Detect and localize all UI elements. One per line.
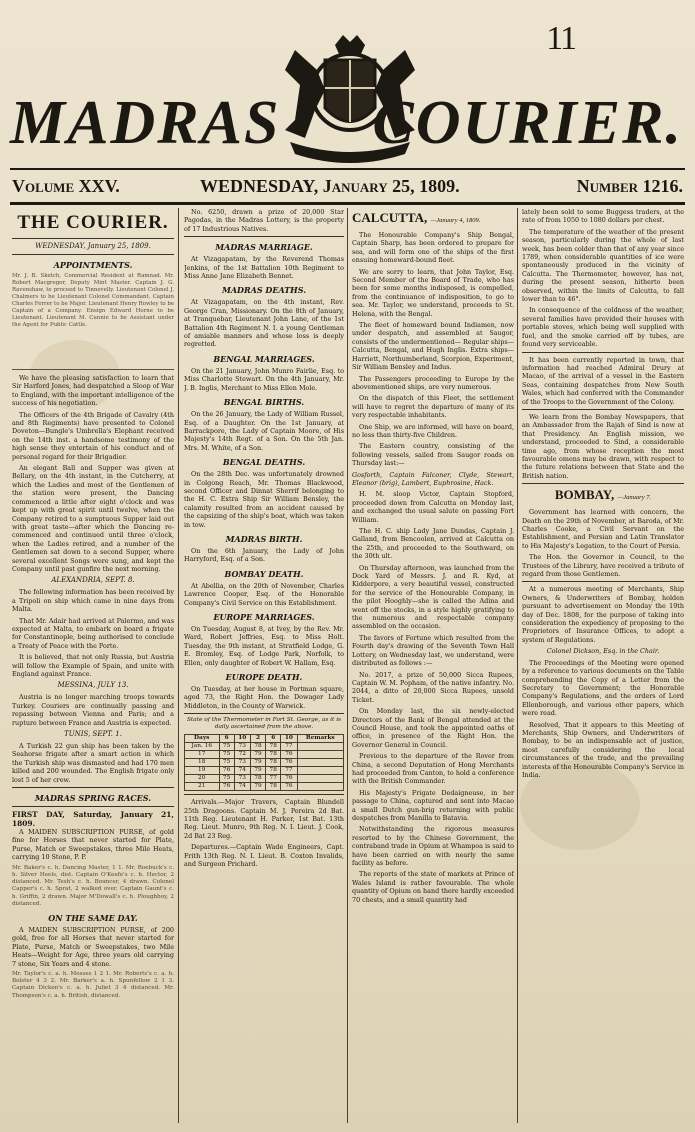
table-cell: 76 xyxy=(281,775,297,783)
table-cell: 74 xyxy=(234,767,250,775)
table-cell xyxy=(297,775,343,783)
table-header-cell: Days xyxy=(185,735,220,743)
marriage-notice: At Vizagapatam, by the Reverend Thomas Jenkins, of the 1st Battalion 10th Regiment to Miss Anne Jane Elizabeth Bennet. xyxy=(184,255,344,281)
bengal-deaths-notice: On the 28th Dec. was unfortunately drowned in Colgong Reach, Mr. Thomas Blackwood, second Officer and Dinnat Sherrif belonging to the H. C. Extra Ship Sir William Bensley, the calamity resulted from an accident caused by the capsizing of the ship's boat, which was taken in tow. xyxy=(184,470,344,529)
table-body xyxy=(185,743,344,791)
article-paragraph: Government has learned with concern, the Death on the 29th of November, at Baroda, of Mr. Charles Cooke, a Civil Servant on the Establishment, and Persian and Latin Translator to His Majesty's Legation, to the Court of Persia. xyxy=(522,508,684,550)
table-cell: 21 xyxy=(185,783,220,791)
calcutta-heading xyxy=(352,210,514,228)
column-rule xyxy=(347,208,348,1123)
column-4 xyxy=(522,208,684,1123)
table-header-cell: 6 xyxy=(219,735,234,743)
masthead-rule xyxy=(10,168,685,170)
europe-death-heading: EUROPE DEATH. xyxy=(225,672,303,683)
column-rule xyxy=(178,208,179,1123)
table-cell: 78 xyxy=(266,767,281,775)
bombay-title: BOMBAY, xyxy=(554,487,615,503)
arrivals-notice: Arrivals.—Major Travers, Captain Blundell 25th Dragoons. Captain M. J. Pereira 2d Bat. 11th Reg. Lieutenant H. Parker, 1st Bat. 13th Reg. Lieut. Munro, 9th Reg. N. I. Lieut. J. Cook, 2d Bat 23 Reg. xyxy=(184,798,344,840)
race-results: Mr. Taylor's c. a. h. Mosses 1 2 1. Mr. Roberts's c. a. h. Bolster 4 3 2. Mr. Barker's a. h. Spunfellow 2 1 3. Captain Dicken's c. a. h. Juliet 3 4 distanced. Mr. Thompson's c. a. h. British, distanced. xyxy=(12,970,174,999)
table-cell: 78 xyxy=(266,783,281,791)
article-paragraph: lately been sold to some Buggess traders, at the rate of from 1050 to 1080 dollars per chest. xyxy=(522,208,684,225)
calcutta-date: —January 4, 1809. xyxy=(430,217,481,224)
article-paragraph: We learn from the Bombay Newspapers, that an Ambassador from the Rajah of Sind is now at that Presidency. An English mission, we understand, proceeded to Sind, a considerable time ago, from whose reception the most favourable omens may be drawn, with respect to the future relations between that State and the British nation. xyxy=(522,412,684,480)
table-cell xyxy=(297,743,343,751)
appointments-list: Mr. J. B. Sketch, Commercial Resident at Ramnad. Mr. Robert Macgregor, Deputy Mint Master. Captain J. G. Ravenshaw, to proceed to Tinnevelly. Lieutenant Colonel J. Chalmers to be Lieutenant Colonel Commandant. Captain Charles Ferrer to be Major. Lieutenant Henry Rowley to be Captain of a Company. Ensign Edward Horne to be Lieutenant. Lieutenant M. Cunnie to be Assistant under the Agent for Public Cattle. xyxy=(12,273,174,370)
issue-number: Number 1216. xyxy=(576,176,683,196)
column-2 xyxy=(184,208,344,1123)
article-paragraph: His Majesty's Frigate Dedaigneuse, in her passage to China, captured and sent into Macao a small Dutch gun-brig returning with public despatches from Manilla to Batavia. xyxy=(352,788,514,822)
article-paragraph: An elegant Ball and Supper was given at Bellary, on the 4th instant, in the Cutcherry, at which the Ladies and most of the Gentlemen of the station were present, the Dancing commenced a little after eight o'clock and was kept up with great spirit until twelve, when the Company retired to a sumptuous Supper laid out with great taste—after which the Dancing re-commenced and continued until three o'clock, when the Ladies retired, and a number of the Gentlemen sat down to a second Supper, where several excellent Songs were sung, and kept the Company until past gunfire the next morning. xyxy=(12,464,174,573)
table-header-cell: 6 xyxy=(266,735,281,743)
volume: Volume XXV. xyxy=(12,176,120,196)
thermometer-caption: State of the Thermometer in Fort St. George, as it is daily ascertained from the above. xyxy=(186,717,342,731)
table-cell: 76 xyxy=(219,783,234,791)
table-cell xyxy=(297,783,343,791)
dateline-place: MESSINA, JULY 13. xyxy=(57,681,129,690)
table-cell xyxy=(297,759,343,767)
bengal-births-notice: On the 26 January, the Lady of William Russel, Esq. of a Daughter. On the 1st January, at Barrackpore, the Lady of Captain Moore, of His Majesty's 14th Regt. of a Son. On the 5th Jan. Mrs. M. White, of a Son. xyxy=(184,410,344,452)
article-paragraph: The Hon. the Governor in Council, to the Trustees of the Library, have received a tribute of regard from those Gentlemen. xyxy=(522,553,684,579)
columns xyxy=(12,208,684,1123)
table-cell: 78 xyxy=(266,743,281,751)
dateline-rule xyxy=(10,202,685,205)
table-cell: 72 xyxy=(234,751,250,759)
folio-number: 11 xyxy=(546,20,575,57)
table-cell: 79 xyxy=(250,767,265,775)
deaths-notice: At Vizagapatam, on the 4th instant, Rev. George Cran, Missionary. On the 8th of January, at Tranquebar, Lieutenant John Lane, of the 1st Battalion 4th Regiment N. I. a young Gentleman of amiable manners and whose loss is deeply regretted. xyxy=(184,298,344,349)
article-paragraph: It has been currently reported in town, that information had reached Admiral Drury at Macao, of the arrival of a vessel in the Eastern Seas, containing despatches from New South Wales, which had conferred with the Commander of the Troops to the Government of the Colony. xyxy=(522,355,684,406)
table-cell: 78 xyxy=(250,743,265,751)
crown-icon xyxy=(335,35,365,54)
table-cell: 18 xyxy=(185,759,220,767)
europe-marriages-notice: On Tuesday, August 8, at Ivey, by the Rev. Mr. Ward, Robert Jeffries, Esq. to Miss Holt. Tuesday, the 9th instant, at Stratfield Lodge, G. E. Bromley, Esq. of Lodge Park, Norfolk, to Ellen, only daughter of Robert W. Hallam, Esq. xyxy=(184,625,344,667)
bombay-date: —January 7. xyxy=(617,494,652,502)
birth-notice: On the 6th January, the Lady of John Harryford, Esq. of a Son. xyxy=(184,546,344,564)
article-paragraph: That Mr. Adair had arrived at Palermo, and was expected at Malta, to embark on board a frigate for Constantinople, being authorised to conclude a Treaty of Peace with the Porte. xyxy=(12,616,174,650)
dateline-place: TUNIS, SEPT. 1. xyxy=(64,730,122,739)
article-paragraph: Notwithstanding the rigorous measures resorted to by the Chinese Government, the contraband trade in Opium at Whampoa is said to have been carried on with nearly the same facility as before. xyxy=(352,825,514,868)
table-row xyxy=(185,775,344,783)
article-paragraph: The temperature of the weather of the present season, particularly during the whole of last week, has been colder than that of any year since 1789, when considerable quantities of ice were spontaneously produced in the vicinity of Calcutta. The Thermometer, however, has not, during the present season, hitherto been observed, within the limits of Calcutta, to fall lower than to 46°. xyxy=(522,227,684,304)
table-cell: 75 xyxy=(219,759,234,767)
article-paragraph: A Turkish 22 gun ship has been taken by the Seahorse frigate after a smart action in which the Turkish ship was dismasted and had 170 men killed and 200 wounded. The English frigate only lost 5 of her crew. xyxy=(12,742,174,784)
table-cell: Jan. 16 xyxy=(185,743,220,751)
table-cell xyxy=(297,767,343,775)
europe-death-notice: On Tuesday, at her house in Portman square, aged 73, the Right Hon. the Dowager Lady Middleton, in the County of Warwick. xyxy=(184,685,344,710)
column-date: WEDNESDAY, January 25, 1809. xyxy=(35,242,151,250)
table-row xyxy=(185,751,344,759)
table-cell: 79 xyxy=(250,783,265,791)
table-cell: 73 xyxy=(234,775,250,783)
article-paragraph: The reports of the state of markets at Prince of Wales Island is rather favourable. The whole quantity of Opium on hand there hardly exceeded 70 chests, and a small quantity had xyxy=(352,870,514,904)
race-description: A MAIDEN SUBSCRIPTION PURSE, of 200 gold, free for all Horses that never started for Plate, Purse, Match or Sweepstakes, two Mile Heats—Weight for Age, three years old carrying 7 stone, Six Years and 4 stone. xyxy=(12,925,174,968)
table-cell: 77 xyxy=(281,767,297,775)
bengal-births-heading: BENGAL BIRTHS. xyxy=(223,397,305,408)
table-cell: 78 xyxy=(266,759,281,767)
madras-deaths-heading: MADRAS DEATHS. xyxy=(221,285,306,296)
article-paragraph: Previous to the departure of the Rover from China, a second Deputation of Hong Merchants had proceeded from Canton, to hold a conference with the British Commander. xyxy=(352,752,514,786)
appointments-heading: APPOINTMENTS. xyxy=(53,260,133,270)
table-row xyxy=(185,767,344,775)
table-cell: 74 xyxy=(234,783,250,791)
lottery-notice: No. 6250, drawn a prize of 20,000 Star Pagodas, in the Madras Lottery, is the property of 17 Industrious Natives. xyxy=(184,208,344,233)
bengal-marriages-notice: On the 21 January, John Munro Fairlie, Esq. to Miss Charlotte Stewart. On the 4th January, Mr. J. B. Inglis, Merchant to Miss Ellen Mole. xyxy=(184,366,344,392)
race-description: A MAIDEN SUBSCRIPTION PURSE, of gold fine for Horses that never started for Plate, Purse, Match or Sweepstakes, three Mile Heats, carrying 10 Stone, P. P. xyxy=(12,828,174,862)
article-paragraph: The fleet of homeward bound Indiamen, now under despatch, and assembled at Saugor, consists of the undermentioned— Regular ships—Calcutta, Bengal, and Hugh Inglis. Extra ships—Harriett, Northumberland, Scorpion, Experiment, Sir William Bensley and Indus. xyxy=(352,321,514,372)
article-paragraph: One Ship, we are informed, will have on board, no less than thirty-five Children. xyxy=(352,422,514,439)
article-paragraph: The Passengers proceeding to Europe by the abovementioned ships, are very numerous. xyxy=(352,374,514,391)
table-cell: 17 xyxy=(185,751,220,759)
masthead-title-right: COURIER. xyxy=(372,89,683,157)
article-paragraph: Austria is no longer marching troops towards Turkey. Couriers are continually passing and repassing between Vienna and Paris; and a rupture between France and Austria is expected. xyxy=(12,693,174,727)
masthead xyxy=(0,60,695,170)
masthead-title-left: MADRAS xyxy=(10,89,281,157)
table-cell: 76 xyxy=(219,767,234,775)
dateline xyxy=(0,174,695,204)
column-rule xyxy=(517,208,518,1123)
thermometer-table xyxy=(184,734,344,791)
column-1 xyxy=(12,208,174,1123)
table-cell: 77 xyxy=(266,775,281,783)
article-paragraph: The Honourable Company's Ship Bengal, Captain Sharp, has been ordered to prepare for sea, and will form one of the ships of the first ensuing homeward-bound fleet. xyxy=(352,231,514,265)
table-cell: 73 xyxy=(234,759,250,767)
column-3 xyxy=(352,208,514,1123)
table-header-row xyxy=(185,735,344,743)
table-cell: 79 xyxy=(250,759,265,767)
madras-marriage-heading: MADRAS MARRIAGE. xyxy=(215,242,313,253)
table-cell: 73 xyxy=(234,743,250,751)
table-row xyxy=(185,783,344,791)
races-heading: MADRAS SPRING RACES. xyxy=(34,793,152,804)
departures-notice: Departures.—Captain Wade Engineers, Capt. Frith 13th Reg. N. I. Lieut. B. Coxton Invalids, and Surgeon Prichard. xyxy=(184,843,344,869)
table-header-cell: Remarks xyxy=(297,735,343,743)
table-row xyxy=(185,743,344,751)
article-paragraph: The Officers of the 4th Brigade of Cavalry (4th and 8th Regiments) have presented to Colonel Doveton—Bungle's Umbrella's Elephant received on the 14th inst. a handsome testimony of the high sense they entertain of his conduct and of personal regard for their Brigadier. xyxy=(12,410,174,461)
lion-supporter xyxy=(285,50,325,138)
article-paragraph: On the dispatch of this Fleet, the settlement will have to regret the departure of many of its very respectable inhabitants. xyxy=(352,394,514,420)
article-paragraph: The favors of Fortune which resulted from the Fourth day's drawing of the Seventh Town Hall Lottery, on Wednesday last, we understand, were distributed as follows :— xyxy=(352,633,514,668)
table-cell: 19 xyxy=(185,767,220,775)
article-paragraph: We have the pleasing satisfaction to learn that Sir Harford Jones, had despatched a Sloop of War to England, with the important intelligence of the success of his negotiation. xyxy=(12,374,174,408)
issue-date: WEDNESDAY, January 25, 1809. xyxy=(200,176,460,196)
bengal-marriages-heading: BENGAL MARRIAGES. xyxy=(213,353,315,364)
table-cell: 76 xyxy=(281,759,297,767)
table-header-cell: 10 xyxy=(234,735,250,743)
table-header-cell: 10 xyxy=(281,735,297,743)
article-paragraph: No. 2017, a prize of 50,000 Sicca Rupees, Captain W. M. Popham, of the native infantry. No. 2044, a ditto of 20,000 Sicca Rupees, unsold Ticket. xyxy=(352,670,514,704)
bombay-heading xyxy=(522,487,684,505)
table-cell: 20 xyxy=(185,775,220,783)
table-cell: 75 xyxy=(219,751,234,759)
courier-title: THE COURIER. xyxy=(17,212,169,233)
article-paragraph: H. M. sloop Victor, Captain Stopford, proceeded down from Calcutta on Monday last, and exchanged the usual salute on passing Fort William. xyxy=(352,490,514,524)
article-paragraph: Resolved, That it appears to this Meeting of Merchants, Ship Owners, and Underwriters of Bombay, to be an indispensable act of justice, most carefully considering the local circumstances of the trade, and the prevailing interests of the Honourable Company's Service in India. xyxy=(522,720,684,779)
article-paragraph: The Eastern country, consisting of the following vessels, sailed from Saugor roads on Thursday last:— xyxy=(352,442,514,468)
table-cell: 76 xyxy=(281,783,297,791)
bombay-death-heading: BOMBAY DEATH. xyxy=(224,568,304,579)
bombay-death-notice: At Abellia, on the 20th of November, Charles Lawrence Cooper, Esq. of the Honorable Company's Civil Service on this Establishment. xyxy=(184,581,344,607)
article-paragraph: The Proceedings of the Meeting were opened by a reference to various documents on the Table comprehending the Copy of a Letter from the Secretary to Government; the Honorable Company's Regulations, and the orders of Lord Ellenborough, and various other papers, which were read. xyxy=(522,658,684,718)
article-paragraph: We are sorry to learn, that John Taylor, Esq. Second Member of the Board of Trade, who has been for some months indisposed, is compelled, from the continuance of indisposition, to go to sea. Mr. Taylor, we understand, proceeds to St. Helena, with the Bengal. xyxy=(352,267,514,318)
table-header-cell: 2 xyxy=(250,735,265,743)
table-cell: 78 xyxy=(250,775,265,783)
dateline-place: ALEXANDRIA, SEPT. 8. xyxy=(51,576,135,585)
table-row xyxy=(185,759,344,767)
table-cell xyxy=(297,751,343,759)
table-cell: 75 xyxy=(219,775,234,783)
article-paragraph: The H. C. ship Lady Jane Dundas, Captain J. Galland, from Bencoolen, arrived at Calcutta on the 25th, and proceeded to the Southward, on the 30th ult. xyxy=(352,527,514,561)
bengal-deaths-heading: BENGAL DEATHS. xyxy=(222,457,306,468)
article-paragraph: The following information has been received by a Tripoli on ship which came in nine days from Malta. xyxy=(12,588,174,614)
chair-notice: Colonel Dickson, Esq. in the Chair. xyxy=(546,647,660,656)
table-cell: 75 xyxy=(219,743,234,751)
table-cell: 77 xyxy=(281,743,297,751)
article-paragraph: On Thursday afternoon, was launched from the Dock Yard of Messrs. J. and R. Kyd, at Kidderpore, a very beautiful vessel, constructed for the service of the Honourable Company, in the pilot Hooghly—she is called the Adina and went off the stocks, in a style highly gratifying to the numerous and respectable company assembled on the occasion. xyxy=(352,563,514,631)
same-day-heading: ON THE SAME DAY. xyxy=(48,912,138,923)
article-paragraph: At a numerous meeting of Merchants, Ship Owners, & Underwriters of Bombay, holden pursuant to advertisement on Monday the 19th day of Dec. 1808, for the purpose of taking into consideration the expediency of proposing to the Proprietors of Insurance Offices, to adopt a system of Regulations. xyxy=(522,585,684,644)
table-cell: 78 xyxy=(266,751,281,759)
ships-list: Gosforth, Captain Falconer, Clyde, Stewart, Eleanor (brig), Lambert, Euphrosine, Hack. xyxy=(352,470,514,487)
race-results: Mr. Baker's c. h. Dancing Master, 1 1. Mr. Roebuck's c. h. Silver Heels, dist. Captain O'Keefe's c. h. Hector, 2 distanced. Mr. Tesh's c. h. Bouncer, 4 drawn. Colonel Capper's c. h. Sprat, 2 walked over. Captain Gaunt's c. h. Griffin, 2 drawn. Major M'Dowall's c. h. Ploughboy, 2 distanced. xyxy=(12,864,174,907)
article-paragraph: In consequence of the coldness of the weather, several families have provided their houses with portable stoves, which being well supplied with fuel, and the smoke carried off by tubes, are found very serviceable. xyxy=(522,306,684,349)
race-day-heading: FIRST DAY, Saturday, January 21, 1809. xyxy=(12,810,174,829)
article-paragraph: On Monday last, the six newly-elected Directors of the Bank of Bengal attended at the Council House, and took the appointed oaths of office, in presence of the Right Hon. the Governor General in Council. xyxy=(352,707,514,749)
europe-marriages-heading: EUROPE MARRIAGES. xyxy=(213,612,315,622)
table-cell: 79 xyxy=(250,751,265,759)
table-cell: 76 xyxy=(281,751,297,759)
article-paragraph: It is believed, that not only Russia, but Austria will follow the Example of Spain, and unite with England against France. xyxy=(12,653,174,678)
calcutta-title: CALCUTTA, xyxy=(352,210,428,225)
madras-birth-heading: MADRAS BIRTH. xyxy=(225,533,303,544)
